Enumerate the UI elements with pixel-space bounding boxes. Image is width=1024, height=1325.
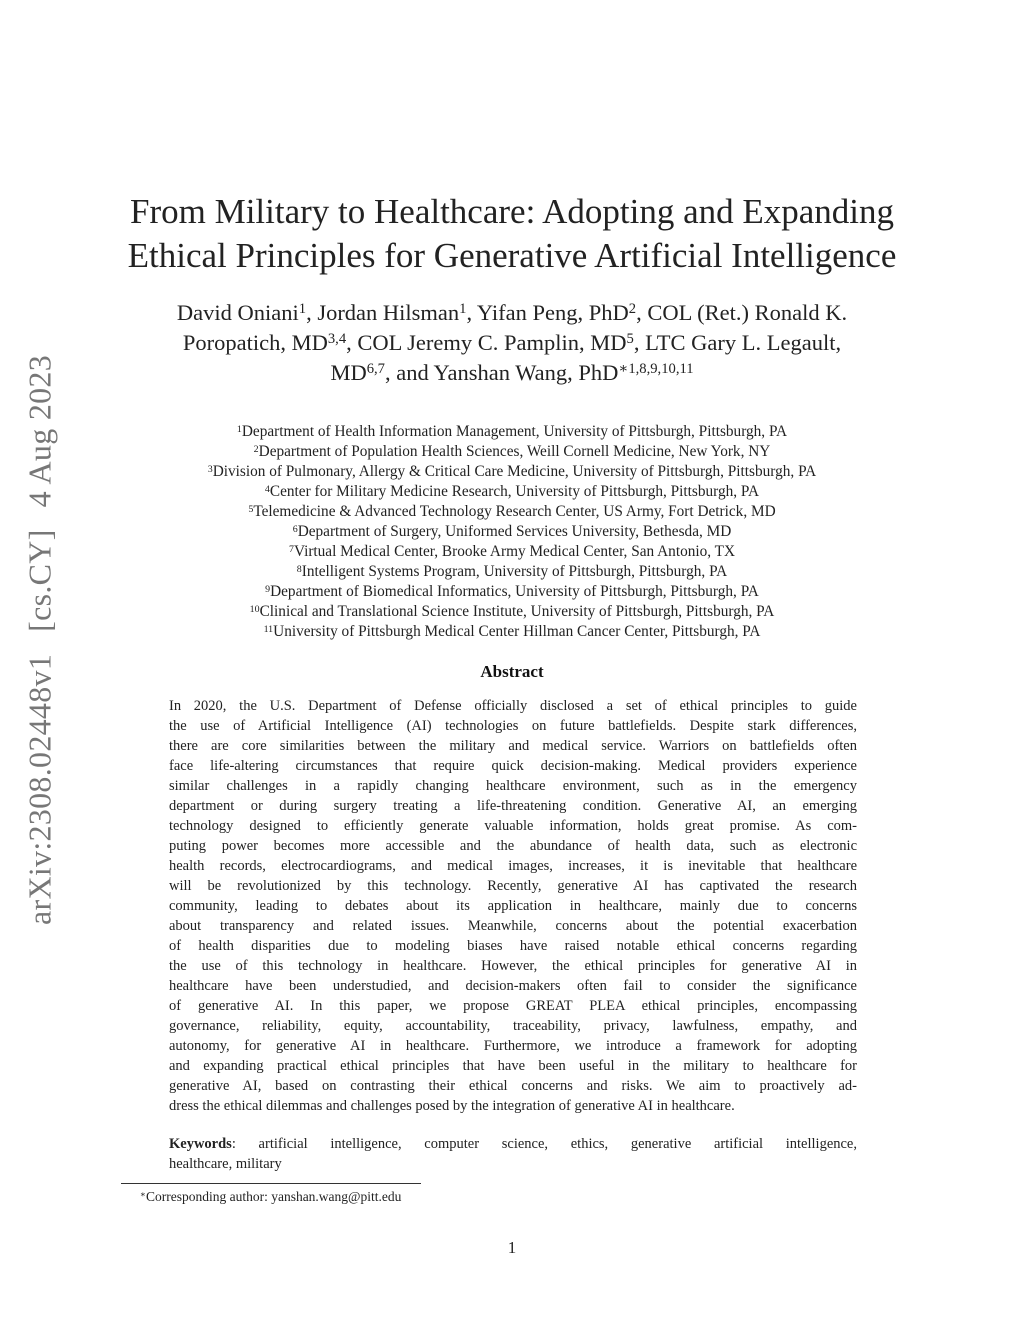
author-line-3: MD$^{6,7}$, and Yanshan Wang, PhD$^{∗1,8,9,10,11}$ — [330, 360, 694, 385]
arxiv-id: arXiv:2308.02448v1 — [21, 653, 58, 926]
author-affil-mark: ∗1,8,9,10,11 — [618, 361, 694, 378]
footnote — [140, 1189, 401, 1205]
abstract-line: autonomy, for generative AI in healthcare. Furthermore, we introduce a framework for adopting — [169, 1038, 857, 1054]
abstract-line: department or during surgery treating a life-threatening condition. Generative AI, an emerging — [169, 798, 857, 814]
affiliation — [0, 542, 1024, 562]
author-name: Yanshan Wang, PhD — [433, 360, 619, 385]
author-name: COL Jeremy C. Pamplin, MD — [357, 330, 627, 355]
abstract-line: generative AI, based on contrasting their ethical concerns and risks. We aim to proactively ad- — [169, 1078, 857, 1094]
keywords-block — [169, 1134, 857, 1174]
abstract-line: health records, electrocardiograms, and medical images, increases, it is inevitable that healthcare — [169, 858, 857, 874]
affiliation — [0, 442, 1024, 462]
author-name: COL (Ret.) Ronald K. — [647, 300, 848, 325]
abstract-heading: Abstract — [480, 662, 544, 681]
abstract-line: about transparency and related issues. Meanwhile, concerns about the potential exacerbation — [169, 918, 857, 934]
abstract-line: of generative AI. In this paper, we propose GREAT PLEA ethical principles, encompassing — [169, 998, 857, 1014]
abstract-body — [169, 696, 857, 1116]
affiliation-number: 7 — [288, 543, 294, 555]
affiliation-number: 8 — [296, 563, 302, 575]
affiliation-number: 1 — [236, 423, 242, 435]
abstract-line: will be revolutionized by this technology. Recently, generative AI has captivated the research — [169, 878, 857, 894]
abstract-line: community, leading to debates about its application in healthcare, mainly due to concerns — [169, 898, 857, 914]
affiliation-number: 5 — [248, 503, 254, 515]
keywords-text: : artificial intelligence, computer science, ethics, generative artificial intelligence, — [231, 1136, 857, 1152]
affiliation — [0, 562, 1024, 582]
affiliation-text: Intelligent Systems Program, University of Pittsburgh, Pittsburgh, PA — [301, 563, 728, 580]
affiliation-text: Center for Military Medicine Research, University of Pittsburgh, Pittsburgh, PA — [269, 483, 760, 500]
abstract-line: technology designed to efficiently generate valuable information, holds great promise. As com- — [169, 818, 857, 834]
abstract-line: there are core similarities between the military and medical service. Warriors on battlefields often — [169, 738, 857, 754]
affiliation-number: 9 — [265, 583, 271, 595]
title-line-1: From Military to Healthcare: Adopting and Expanding — [129, 192, 895, 231]
affiliation-text: Department of Health Information Management, University of Pittsburgh, Pittsburgh, PA — [241, 423, 788, 440]
abstract-line: face life-altering circumstances that require quick decision-making. Medical providers experience — [169, 758, 857, 774]
affiliation — [0, 582, 1024, 602]
affiliation — [0, 422, 1024, 442]
author-name: MD — [330, 360, 367, 385]
footnote-mark: ∗ — [140, 1189, 146, 1200]
affiliation-text: Department of Surgery, Uniformed Services University, Bethesda, MD — [297, 523, 732, 540]
page-number: 1 — [507, 1238, 517, 1257]
footnote-text: Corresponding author: yanshan.wang@pitt.edu — [145, 1189, 402, 1204]
affiliation — [0, 522, 1024, 542]
author-affil-mark: 6,7 — [366, 361, 385, 378]
abstract-line: of health disparities due to modeling biases have raised notable ethical concerns regarding — [169, 938, 857, 954]
affiliation-text: Virtual Medical Center, Brooke Army Medical Center, San Antonio, TX — [293, 543, 736, 560]
abstract-line: the use of Artificial Intelligence (AI) technologies on future battlefields. Despite stark differences, — [169, 718, 857, 734]
affiliation-number: 4 — [264, 483, 270, 495]
author-name: David Oniani — [176, 300, 299, 325]
affiliation — [0, 602, 1024, 622]
keywords-line-2: healthcare, military — [169, 1156, 282, 1172]
affiliation — [0, 622, 1024, 642]
abstract-line: puting power becomes more accessible and the abundance of health data, such as electronic — [169, 838, 857, 854]
affiliation-text: Division of Pulmonary, Allergy & Critical Care Medicine, University of Pittsburgh, Pittsburgh, PA — [212, 463, 817, 480]
author-list — [0, 298, 1024, 388]
arxiv-date: 4 Aug 2023 — [21, 354, 58, 508]
author-line-1: David Oniani$^1$, Jordan Hilsman$^1$, Yifan Peng, PhD$^2$, COL (Ret.) Ronald K. — [176, 300, 848, 325]
title-line-2: Ethical Principles for Generative Artificial Intelligence — [127, 236, 897, 275]
author-affil-mark: 1 — [459, 301, 467, 318]
author-name: Poropatich, MD — [182, 330, 328, 355]
affiliation-text: Telemedicine & Advanced Technology Research Center, US Army, Fort Detrick, MD — [253, 503, 776, 520]
abstract-line: the use of this technology in healthcare. However, the ethical principles for generative AI in — [169, 958, 857, 974]
author-affil-mark: 1 — [298, 301, 307, 318]
affiliation-number: 10 — [249, 603, 260, 615]
affiliation — [0, 462, 1024, 482]
author-name: Yifan Peng, PhD — [476, 300, 629, 325]
author-conjunction: and — [396, 360, 429, 385]
author-line-2: Poropatich, MD$^{3,4}$, COL Jeremy C. Pamplin, $MD^5$, LTC Gary L. Legault, — [182, 330, 842, 355]
author-affil-mark: 2 — [628, 301, 637, 318]
affiliation-text: Department of Population Health Sciences, Weill Cornell Medicine, New York, NY — [258, 443, 771, 460]
arxiv-category: [cs.CY] — [21, 529, 58, 632]
affiliation-text: Department of Biomedical Informatics, University of Pittsburgh, Pittsburgh, PA — [270, 583, 759, 600]
affiliation — [0, 502, 1024, 522]
affiliation-number: 6 — [292, 523, 298, 535]
affiliation-text: Clinical and Translational Science Institute, University of Pittsburgh, Pittsburgh, PA — [259, 603, 775, 620]
affiliation-text: University of Pittsburgh Medical Center Hillman Cancer Center, Pittsburgh, PA — [273, 623, 761, 640]
affiliation-list — [0, 422, 1024, 642]
abstract-line: and expanding practical ethical principles that have been useful in the military to healthcare for — [169, 1058, 857, 1074]
author-affil-mark: 3,4 — [327, 331, 347, 348]
affiliation — [0, 482, 1024, 502]
author-affil-mark: 5 — [626, 331, 634, 348]
abstract-line: healthcare have been understudied, and decision-makers often fail to consider the significance — [169, 978, 857, 994]
affiliation-number: 11 — [263, 623, 274, 635]
abstract-line: dress the ethical dilemmas and challenges posed by the integration of generative AI in healthcare. — [169, 1098, 735, 1114]
author-name: LTC Gary L. Legault, — [645, 330, 842, 355]
affiliation-number: 3 — [207, 463, 213, 475]
paper-title — [0, 190, 1024, 278]
author-name: Jordan Hilsman — [317, 300, 460, 325]
abstract-line: In 2020, the U.S. Department of Defense officially disclosed a set of ethical principles to guide — [169, 698, 857, 714]
affiliation-number: 2 — [253, 443, 259, 455]
abstract-line: similar challenges in a rapidly changing healthcare environment, such as in the emergency — [169, 778, 857, 794]
abstract-line: governance, reliability, equity, accountability, traceability, privacy, lawfulness, empathy, and — [169, 1018, 857, 1034]
keywords-label: Keywords — [169, 1136, 232, 1152]
keywords-line-1 — [169, 1134, 857, 1154]
footnote-divider — [121, 1183, 421, 1184]
